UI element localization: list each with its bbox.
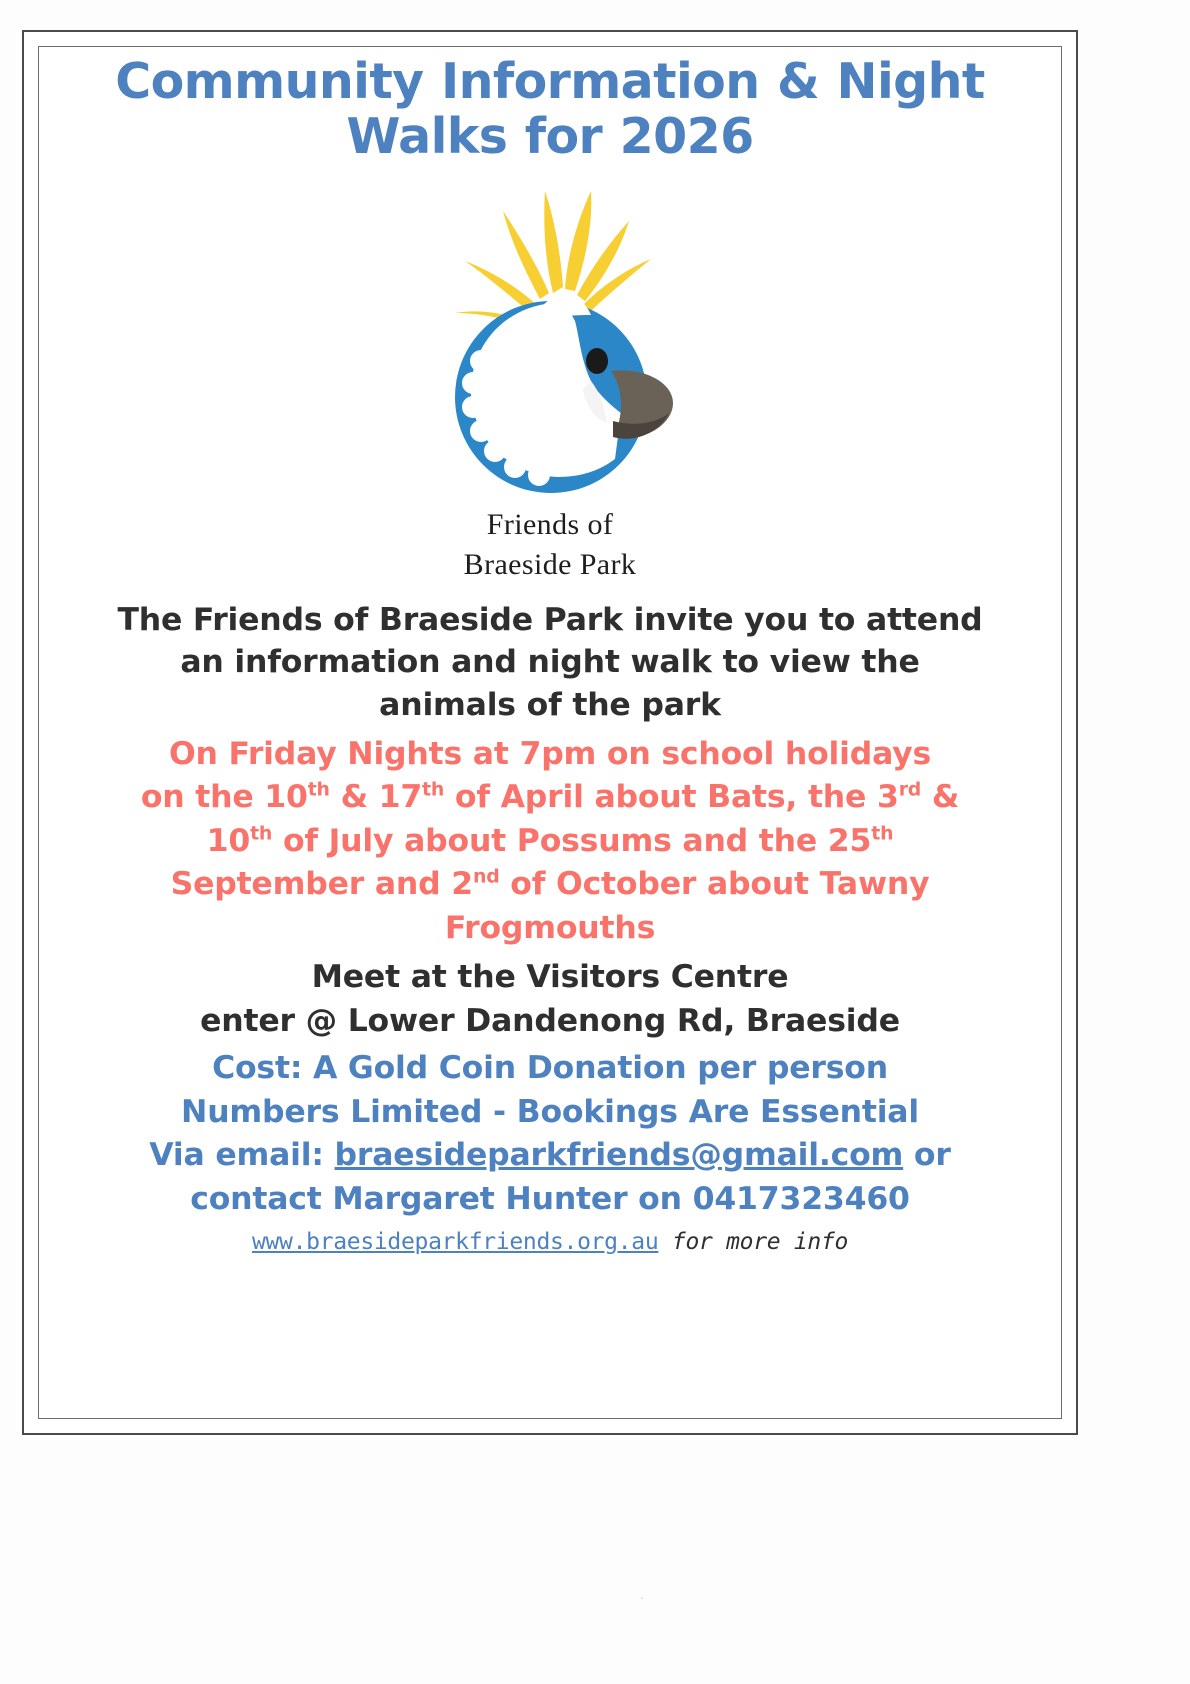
poster-content (54, 54, 1046, 1255)
dates-line-2 (141, 779, 959, 815)
contact-line: contact Margaret Hunter on 0417323460 (190, 1180, 910, 1217)
dates-line-2-b: & 17 (329, 779, 423, 816)
title-line-2: Walks for 2026 (346, 108, 754, 166)
intro-line-3: animals of the park (379, 687, 721, 724)
email-prefix: Via email: (149, 1137, 335, 1174)
dates-line-5: Frogmouths (444, 909, 656, 946)
venue-line-2: enter @ Lower Dandenong Rd, Braeside (200, 1002, 900, 1039)
dates-line-1: On Friday Nights at 7pm on school holidays (168, 735, 932, 772)
numbers-line: Numbers Limited - Bookings Are Essential (181, 1093, 919, 1130)
ordinal-suffix: th (250, 822, 273, 845)
cost-line: Cost: A Gold Coin Donation per person (212, 1050, 888, 1087)
dates-paragraph (54, 733, 1046, 950)
page-title (54, 54, 1046, 165)
intro-paragraph (54, 599, 1046, 727)
intro-line-1: The Friends of Braeside Park invite you to attend (117, 601, 983, 638)
website-line (54, 1229, 1046, 1255)
ordinal-suffix: th (307, 778, 330, 801)
email-line (149, 1137, 950, 1173)
title-line-1: Community Information & Night (115, 53, 985, 110)
ordinal-suffix: th (422, 778, 445, 801)
dates-line-3-b: of July about Possums and the 25 (272, 822, 872, 859)
dates-line-2-d: & (921, 779, 960, 816)
ordinal-suffix: th (871, 822, 894, 845)
dates-line-4-a: September and 2 (170, 866, 473, 903)
email-suffix: or (903, 1137, 951, 1174)
dates-line-4 (171, 866, 930, 902)
website-link[interactable]: www.braesideparkfriends.org.au (251, 1229, 659, 1256)
intro-line-2: an information and night walk to view the (180, 644, 920, 681)
booking-paragraph (54, 1047, 1046, 1221)
ordinal-suffix: nd (472, 865, 500, 888)
venue-paragraph (54, 956, 1046, 1043)
dates-line-3-a: 10 (206, 822, 251, 859)
email-link[interactable]: braesideparkfriends@gmail.com (334, 1137, 904, 1174)
dates-line-2-a: on the 10 (140, 779, 308, 816)
scan-artifact: . (640, 1587, 644, 1602)
ordinal-suffix: rd (898, 778, 922, 801)
dates-line-4-b: of October about Tawny (499, 866, 930, 903)
website-tail: for more info (658, 1229, 849, 1256)
venue-line-1: Meet at the Visitors Centre (311, 959, 789, 996)
poster-border (22, 30, 1078, 1435)
cockatoo-icon (385, 175, 715, 515)
dates-line-2-c: of April about Bats, the 3 (444, 779, 899, 816)
logo-caption (54, 505, 1046, 585)
logo-caption-line-2: Braeside Park (463, 547, 637, 581)
logo-caption-line-1: Friends of (486, 507, 614, 541)
logo (385, 175, 715, 515)
dates-line-3 (207, 823, 894, 859)
